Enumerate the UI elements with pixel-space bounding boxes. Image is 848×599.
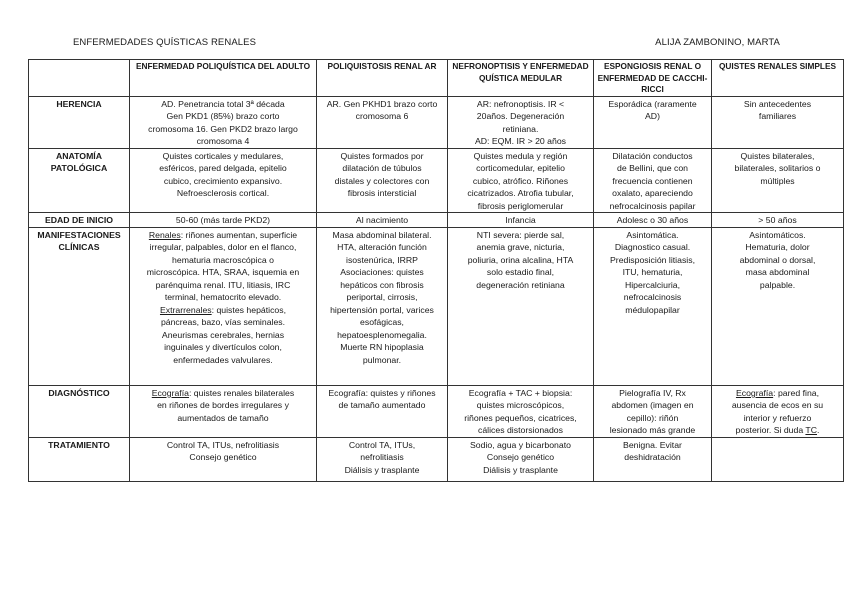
table-cell: Adolesc o 30 años	[594, 213, 712, 228]
column-header: ESPONGIOSIS RENAL O ENFERMEDAD DE CACCHI-RICCI	[594, 60, 712, 97]
table-cell: Quistes formados por dilatación de túbulos distales y colectores con fibrosis intersticial	[317, 148, 448, 213]
table-cell: Sin antecedentes familiares	[712, 96, 844, 148]
table-cell: Ecografía: pared fina, ausencia de ecos en su interior y refuerzo posterior. Si duda TC.	[712, 385, 844, 437]
row-header: EDAD DE INICIO	[29, 213, 130, 228]
row-header: DIAGNÓSTICO	[29, 385, 130, 437]
table-cell: Ecografía: quistes renales bilaterales en riñones de bordes irregulares y aumentados de tamaño	[130, 385, 317, 437]
comparison-table	[28, 59, 844, 482]
table-cell: Quistes corticales y medulares, esféricos, pared delgada, epitelio cubico, crecimiento expansivo. Nefroesclerosis cortical.	[130, 148, 317, 213]
table-cell: Asintomática. Diagnostico casual. Predisposición litiasis, ITU, hematuria, Hipercalciuria, nefrocalcinosis médulopapilar	[594, 227, 712, 385]
row-header: MANIFESTACIONES CLÍNICAS	[29, 227, 130, 385]
table-cell	[712, 437, 844, 481]
table-cell: Quistes medula y región corticomedular, epitelio cubico, atrófico. Riñones cicatrizados. Atrofia tubular, fibrosis periglomerular	[448, 148, 594, 213]
table-cell: Al nacimiento	[317, 213, 448, 228]
table-cell: Renales: riñones aumentan, superficie irregular, palpables, dolor en el flanco, hematuria macroscópica o microscópica. HTA, SRAA, isquemia en parénquima renal. ITU, litiasis, IRC terminal, hematocrito elevado. Extrarrenales: quistes hepáticos, páncreas, bazo, vías seminales. Aneurismas cerebrales, hernias inguinales y divertículos colon, enfermedades valvulares.	[130, 227, 317, 385]
table-cell: > 50 años	[712, 213, 844, 228]
document-title: ENFERMEDADES QUÍSTICAS RENALES	[73, 37, 257, 48]
underlined-term: Extrarrenales	[159, 304, 212, 315]
table-cell: Control TA, ITUs, nefrolitiasis Diálisis y trasplante	[317, 437, 448, 481]
table-row	[29, 227, 844, 385]
table-cell: Dilatación conductos de Bellini, que con frecuencia contienen oxalato, apareciendo nefrocalcinosis papilar	[594, 148, 712, 213]
row-header: ANATOMÍA PATOLÓGICA	[29, 148, 130, 213]
underlined-term: Ecografía	[735, 387, 774, 398]
table-row	[29, 437, 844, 481]
document-author: ALIJA ZAMBONINO, MARTA	[655, 37, 780, 48]
table-cell: Ecografía: quistes y riñones de tamaño aumentado	[317, 385, 448, 437]
table-header-row	[29, 60, 844, 97]
table-cell: AR. Gen PKHD1 brazo corto cromosoma 6	[317, 96, 448, 148]
table-row	[29, 385, 844, 437]
table-cell: AR: nefronoptisis. IR < 20años. Degeneración retiniana. AD: EQM. IR > 20 años	[448, 96, 594, 148]
table-row	[29, 213, 844, 228]
table-row	[29, 148, 844, 213]
table-cell: Control TA, ITUs, nefrolitiasis Consejo genético	[130, 437, 317, 481]
table-row	[29, 96, 844, 148]
row-header: TRATAMIENTO	[29, 437, 130, 481]
table-cell: NTI severa: pierde sal, anemia grave, nicturia, poliuria, orina alcalina, HTA solo estadio final, degeneración retiniana	[448, 227, 594, 385]
column-header: QUISTES RENALES SIMPLES	[712, 60, 844, 97]
column-header: NEFRONOPTISIS Y ENFERMEDAD QUÍSTICA MEDULAR	[448, 60, 594, 97]
table-cell: 50-60 (más tarde PKD2)	[130, 213, 317, 228]
table-cell: Esporádica (raramente AD)	[594, 96, 712, 148]
row-header: HERENCIA	[29, 96, 130, 148]
underlined-term: Renales	[148, 229, 181, 240]
table-cell: AD. Penetrancia total 3ª década Gen PKD1 (85%) brazo corto cromosoma 16. Gen PKD2 brazo largo cromosoma 4	[130, 96, 317, 148]
column-header: POLIQUISTOSIS RENAL AR	[317, 60, 448, 97]
table-cell: Sodio, agua y bicarbonato Consejo genético Diálisis y trasplante	[448, 437, 594, 481]
table-cell: Infancia	[448, 213, 594, 228]
table-cell: Benigna. Evitar deshidratación	[594, 437, 712, 481]
header-corner-cell	[29, 60, 130, 97]
table-cell: Ecografía + TAC + biopsia: quistes microscópicos, riñones pequeños, cicatrices, cálices distorsionados	[448, 385, 594, 437]
document-header	[73, 37, 780, 48]
underlined-term: Ecografía	[151, 387, 189, 398]
underlined-term: TC	[805, 425, 818, 436]
column-header: ENFERMEDAD POLIQUÍSTICA DEL ADULTO	[130, 60, 317, 97]
table-cell: Masa abdominal bilateral. HTA, alteración función isostenúrica, IRRP Asociaciones: quistes hepáticos con fibrosis periportal, cirrosis, hipertensión portal, varices esofágicas, hepatoesplenomegalia. Muerte RN hipoplasia pulmonar.	[317, 227, 448, 385]
table-cell: Asintomáticos. Hematuria, dolor abdominal o dorsal, masa abdominal palpable.	[712, 227, 844, 385]
table-cell: Pielografía IV, Rx abdomen (imagen en cepillo): riñón lesionado más grande	[594, 385, 712, 437]
table-cell: Quistes bilaterales, bilaterales, solitarios o múltiples	[712, 148, 844, 213]
